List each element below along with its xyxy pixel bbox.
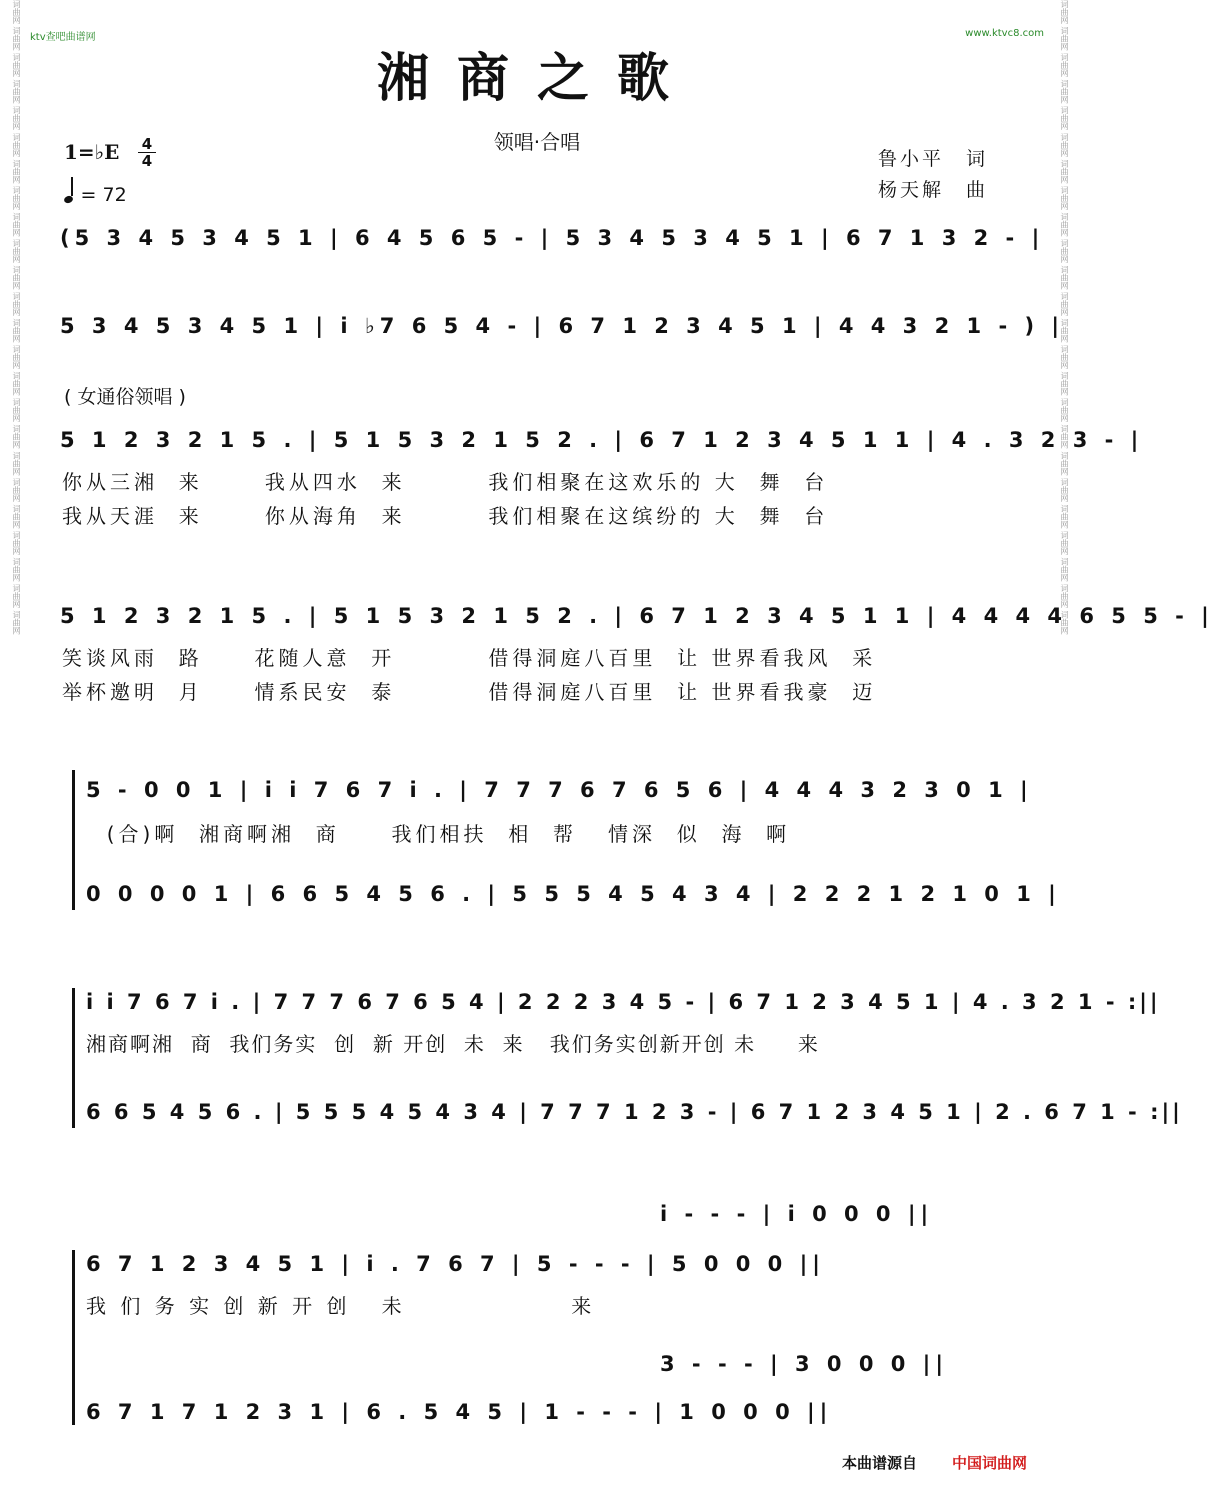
time-sig-bottom: 4 — [138, 152, 156, 169]
score-line-6-upper: i i 7 6 7 i . | 7 7 7 6 7 6 5 4 | 2 2 2 3 4 5 - | 6 7 1 2 3 4 5 1 | 4 . 3 2 1 - :|| — [86, 990, 1161, 1014]
system-bracket — [72, 988, 75, 1128]
source-site-link[interactable]: 中国词曲网 — [952, 1454, 1028, 1472]
part-label: ( 女通俗领唱 ) — [64, 386, 186, 408]
quarter-note-icon — [63, 195, 74, 205]
margin-watermark-left: 词曲网 词曲网 词曲网 词曲网 词曲网 词曲网 词曲网 词曲网 词曲网 词曲网 词曲网 词曲网 词曲网 词曲网 词曲网 词曲网 词曲网 词曲网 词曲网 词曲网 词曲网 词曲网 词曲网 词曲网 — [12, 0, 21, 635]
source-label: 本曲谱源自 — [842, 1454, 918, 1472]
time-signature — [138, 136, 156, 169]
system-bracket — [72, 770, 75, 910]
system-bracket — [72, 1250, 75, 1425]
lyrics-line-4-verse-2: 举杯邀明 月 情系民安 泰 借得洞庭八百里 让 世界看我豪 迈 — [62, 680, 877, 704]
score-line-1: (5 3 4 5 3 4 5 1 | 6 4 5 6 5 - | 5 3 4 5 3 4 5 1 | 6 7 1 3 2 - | — [60, 226, 1045, 250]
score-line-6-lower: 6 6 5 4 5 6 . | 5 5 5 4 5 4 3 4 | 7 7 7 1 2 3 - | 6 7 1 2 3 4 5 1 | 2 . 6 7 1 - :|| — [86, 1100, 1183, 1124]
lyricist-credit: 鲁小平 词 — [878, 148, 989, 170]
score-line-5-upper: 5 - 0 0 1 | i i 7 6 7 i . | 7 7 7 6 7 6 5 6 | 4 4 4 3 2 3 0 1 | — [86, 778, 1033, 802]
lyrics-line-4-verse-1: 笑谈风雨 路 花随人意 开 借得洞庭八百里 让 世界看我风 采 — [62, 646, 877, 670]
score-line-4: 5 1 2 3 2 1 5 . | 5 1 5 3 2 1 5 2 . | 6 7 1 2 3 4 5 1 1 | 4 4 4 4 6 5 5 - | — [60, 604, 1214, 628]
lyrics-line-3-verse-1: 你从三湘 来 我从四水 来 我们相聚在这欢乐的 大 舞 台 — [62, 470, 829, 494]
site-link-right[interactable]: www.ktvc8.com — [965, 28, 1044, 39]
song-subtitle: 领唱·合唱 — [493, 130, 581, 154]
lyrics-line-7: 我 们 务 实 创 新 开 创 未 来 — [86, 1294, 596, 1318]
tempo-marking — [64, 182, 127, 206]
score-line-3: 5 1 2 3 2 1 5 . | 5 1 5 3 2 1 5 2 . | 6 7 1 2 3 4 5 1 1 | 4 . 3 2 3 - | — [60, 428, 1144, 452]
lyrics-line-3-verse-2: 我从天涯 来 你从海角 来 我们相聚在这缤纷的 大 舞 台 — [62, 504, 829, 528]
score-line-7-lower: 6 7 1 7 1 2 3 1 | 6 . 5 4 5 | 1 - - - | 1 0 0 0 || — [86, 1400, 833, 1424]
score-line-2: 5 3 4 5 3 4 5 1 | i ♭7 6 5 4 - | 6 7 1 2 3 4 5 1 | 4 4 3 2 1 - ) | — [60, 314, 1065, 338]
score-line-7-upper: 6 7 1 2 3 4 5 1 | i . 7 6 7 | 5 - - - | 5 0 0 0 || — [86, 1252, 825, 1276]
composer-credit: 杨天解 曲 — [878, 179, 989, 201]
site-link-left[interactable]: ktv查吧曲谱网 — [30, 32, 96, 43]
song-title: 湘商之歌 — [376, 48, 697, 109]
margin-watermark-right: 词曲网 词曲网 词曲网 词曲网 词曲网 词曲网 词曲网 词曲网 词曲网 词曲网 词曲网 词曲网 词曲网 词曲网 词曲网 词曲网 词曲网 词曲网 词曲网 词曲网 词曲网 词曲网 词曲网 词曲网 — [1060, 0, 1069, 635]
tempo-value: = 72 — [80, 184, 127, 206]
score-line-7-top-2: 3 - - - | 3 0 0 0 || — [660, 1352, 949, 1376]
time-sig-top: 4 — [141, 135, 153, 153]
lyrics-line-5: (合)啊 湘商啊湘 商 我们相扶 相 帮 情深 似 海 啊 — [86, 822, 791, 846]
lyrics-line-6: 湘商啊湘 商 我们务实 创 新 开创 未 来 我们务实创新开创 未 来 — [86, 1032, 820, 1056]
score-line-7-top-1: i - - - | i 0 0 0 || — [660, 1202, 934, 1226]
key-signature: 1=♭E — [64, 140, 120, 164]
score-line-5-lower: 0 0 0 0 1 | 6 6 5 4 5 6 . | 5 5 5 4 5 4 3 4 | 2 2 2 1 2 1 0 1 | — [86, 882, 1061, 906]
note-stem-icon — [71, 177, 73, 196]
